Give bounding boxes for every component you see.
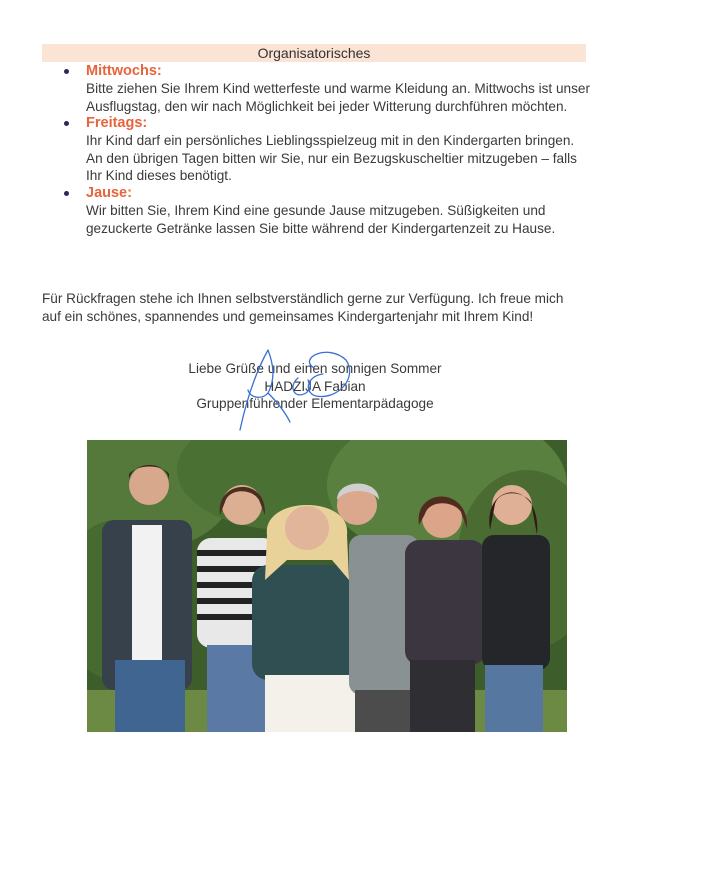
- signer-name: HADZIJA Fabian: [264, 378, 366, 394]
- item-text-jause: Wir bitten Sie, Ihrem Kind eine gesunde Jause mitzugeben. Süßigkeiten und gezuckerte Getränke lassen Sie bitte während der Kindergartenzeit zu Hause.: [86, 202, 556, 236]
- item-title-freitags: Freitags:: [86, 115, 148, 132]
- info-list: [60, 63, 590, 237]
- item-text-freitags: Ihr Kind darf ein persönliches Lieblingsspielzeug mit in den Kindergarten bringen. An den übrigen Tagen bitten wir Sie, nur ein Bezugskuscheltier mitzugeben – falls Ihr Kind dieses benötigt.: [86, 133, 577, 184]
- list-item: [60, 63, 590, 115]
- closing-paragraph: Für Rückfragen stehe ich Ihnen selbstverständlich gerne zur Verfügung. Ich freue mich auf ein schönes, spannendes und gemeinsames Kindergartenjahr mit Ihrem Kind!: [42, 291, 564, 324]
- bullet-icon: [64, 69, 69, 74]
- signer-role: Gruppenführender Elementarpädagoge: [196, 396, 434, 412]
- team-photo: [87, 440, 567, 732]
- item-title-mittwochs: Mittwochs:: [86, 63, 162, 79]
- handwritten-signature: [228, 338, 368, 438]
- section-header: Organisatorisches: [42, 44, 586, 62]
- bullet-icon: [64, 191, 69, 196]
- list-item: [60, 115, 590, 185]
- greeting-line: Liebe Grüße und einen sonnigen Sommer: [188, 361, 442, 376]
- bullet-icon: [64, 121, 69, 126]
- item-text-mittwochs: Bitte ziehen Sie Ihrem Kind wetterfeste und warme Kleidung an. Mittwochs ist unser Ausflugstag, den wir nach Möglichkeit bei jeder Witterung durchführen möchten.: [86, 81, 590, 114]
- list-item: [60, 185, 590, 237]
- item-title-jause: Jause:: [86, 184, 132, 201]
